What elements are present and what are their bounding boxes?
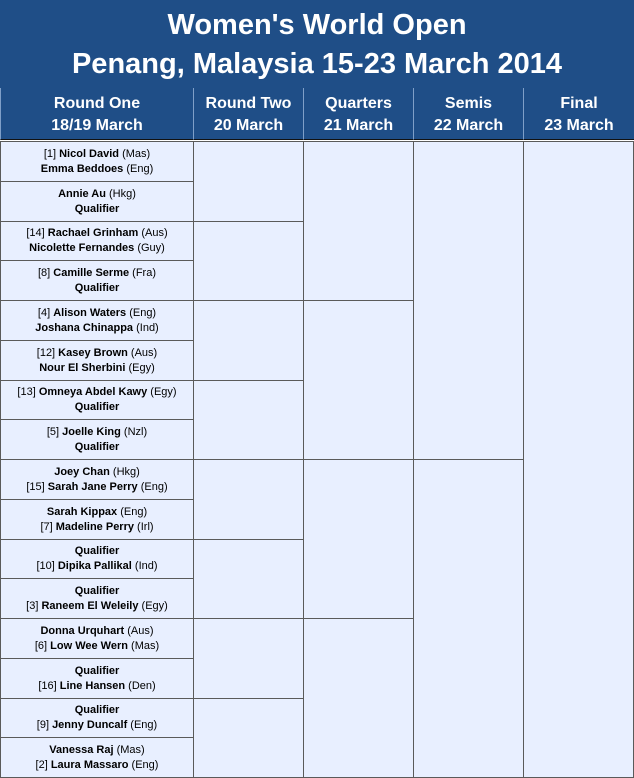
match-box — [0, 578, 194, 619]
player-name: Sarah Kippax — [46, 505, 118, 518]
result-box — [303, 618, 414, 778]
player-name: Camille Serme — [53, 266, 130, 279]
result-box — [303, 459, 414, 619]
round-one-column — [0, 141, 194, 776]
player-name: Nour El Sherbini — [39, 361, 126, 374]
player-entry — [40, 520, 153, 535]
player-seed: [9] — [36, 719, 53, 731]
match-box — [0, 181, 194, 222]
player-name: Qualifier — [74, 664, 120, 677]
final-column — [523, 141, 634, 776]
result-box — [193, 698, 304, 778]
player-name: Kasey Brown — [58, 346, 128, 359]
player-name: Dipika Pallikal — [57, 560, 132, 572]
match-box — [0, 459, 194, 500]
result-box — [193, 221, 304, 301]
result-box — [303, 300, 414, 460]
title-line-1: Women's World Open — [167, 9, 467, 41]
player-name: Qualifier — [74, 545, 120, 557]
header-round-one — [0, 88, 193, 140]
header-round-date: 23 March — [544, 117, 614, 134]
player-entry — [75, 400, 120, 415]
player-seed: [2] — [35, 758, 51, 771]
player-entry — [75, 544, 120, 559]
player-entry — [35, 321, 158, 336]
player-entry — [75, 202, 120, 217]
player-entry — [75, 584, 120, 599]
round-two-column — [193, 141, 304, 776]
player-entry — [35, 639, 159, 654]
match-box — [0, 380, 194, 420]
player-seed: [4] — [37, 306, 54, 319]
player-seed: [7] — [40, 520, 56, 533]
player-country: (Eng) — [128, 758, 159, 771]
player-name: Joshana Chinappa — [35, 321, 134, 334]
player-country: (Mas) — [119, 147, 151, 160]
player-entry — [58, 187, 136, 202]
player-country: (Den) — [125, 679, 156, 692]
player-seed: [15] — [26, 480, 48, 493]
round-header-row — [0, 88, 634, 141]
player-entry — [26, 599, 168, 614]
player-entry — [38, 266, 156, 281]
player-name: Madeline Perry — [55, 520, 134, 533]
result-box — [193, 380, 304, 460]
player-entry — [44, 147, 150, 162]
player-entry — [38, 306, 156, 321]
match-box — [0, 737, 194, 778]
player-seed: [8] — [37, 266, 54, 279]
player-country: (Aus) — [127, 346, 158, 359]
player-country: (Aus) — [124, 624, 154, 637]
player-name: Qualifier — [74, 281, 120, 294]
player-name: Laura Massaro — [50, 758, 129, 771]
player-name: Qualifier — [74, 440, 120, 453]
match-box — [0, 698, 194, 738]
result-box — [193, 618, 304, 699]
player-entry — [37, 346, 157, 361]
player-name: Vanessa Raj — [49, 743, 114, 756]
player-entry — [75, 440, 120, 455]
player-entry — [26, 480, 167, 495]
player-entry — [54, 465, 140, 480]
player-entry — [38, 679, 155, 694]
header-round-name: Quarters — [325, 95, 392, 112]
match-box — [0, 221, 194, 261]
player-name: Joelle King — [62, 425, 121, 438]
match-box — [0, 419, 194, 460]
player-entry — [75, 281, 120, 296]
player-entry — [75, 703, 120, 718]
player-seed: [16] — [38, 679, 60, 692]
semis-column — [413, 141, 524, 776]
result-box — [193, 539, 304, 619]
player-entry — [41, 162, 154, 177]
player-country: (Eng) — [123, 162, 154, 175]
player-entry — [49, 743, 144, 758]
player-seed: [3] — [26, 599, 42, 612]
player-country: (Hkg) — [105, 187, 136, 200]
result-box — [413, 459, 524, 778]
result-box — [193, 141, 304, 222]
player-country: (Mas) — [127, 639, 160, 652]
match-box — [0, 300, 194, 341]
header-round-name: Round One — [53, 95, 141, 112]
player-country: (Aus) — [138, 227, 168, 239]
player-entry — [17, 385, 176, 400]
header-round-name: Final — [560, 95, 598, 112]
match-box — [0, 340, 194, 381]
player-country: (Eng) — [127, 719, 158, 731]
player-name: Raneem El Weleily — [41, 599, 139, 612]
player-name: Nicol David — [59, 147, 120, 160]
player-name: Nicolette Fernandes — [29, 242, 135, 254]
player-name: Qualifier — [74, 704, 120, 716]
player-name: Sarah Jane Perry — [47, 480, 138, 493]
player-name: Omneya Abdel Kawy — [38, 386, 148, 398]
player-country: (Eng) — [126, 306, 157, 319]
header-quarters — [303, 88, 413, 140]
player-country: (Ind) — [131, 560, 158, 572]
header-semis — [413, 88, 523, 140]
player-entry — [40, 624, 153, 639]
player-name: Rachael Grinham — [47, 227, 139, 239]
player-country: (Egy) — [138, 599, 168, 612]
player-name: Low Wee Wern — [50, 639, 128, 652]
player-entry — [36, 559, 157, 574]
player-entry — [75, 664, 120, 679]
result-box — [303, 141, 414, 301]
player-name: Qualifier — [74, 584, 120, 597]
player-name: Donna Urquhart — [40, 624, 125, 637]
header-round-date: 21 March — [323, 117, 394, 134]
player-country: (Egy) — [147, 386, 177, 398]
player-entry — [39, 361, 155, 376]
player-country: (Egy) — [125, 361, 155, 374]
player-country: (Eng) — [137, 480, 168, 493]
player-name: Jenny Duncalf — [52, 719, 128, 731]
result-box — [413, 141, 524, 460]
player-name: Joey Chan — [54, 465, 110, 478]
player-entry — [36, 758, 159, 773]
player-country: (Nzl) — [120, 425, 148, 438]
result-box — [523, 141, 634, 778]
player-seed: [12] — [36, 346, 59, 359]
match-box — [0, 499, 194, 540]
player-entry — [29, 241, 165, 256]
header-round-date: 18/19 March — [51, 117, 143, 134]
player-country: (Ind) — [133, 321, 159, 334]
header-round-date: 20 March — [213, 117, 284, 134]
player-entry — [26, 226, 167, 241]
player-country: (Guy) — [134, 242, 165, 254]
player-seed: [5] — [46, 425, 63, 438]
player-entry — [37, 718, 157, 733]
player-seed: [6] — [34, 639, 51, 652]
header-round-name: Semis — [444, 95, 493, 112]
player-name: Emma Beddoes — [40, 162, 124, 175]
player-entry — [47, 505, 147, 520]
player-name: Alison Waters — [53, 306, 127, 319]
player-country: (Fra) — [129, 266, 156, 279]
player-name: Annie Au — [58, 187, 106, 200]
header-round-name: Round Two — [205, 95, 292, 112]
quarters-column — [303, 141, 414, 776]
player-seed: [1] — [43, 147, 60, 160]
player-country: (Mas) — [113, 743, 145, 756]
player-country: (Eng) — [117, 505, 148, 518]
player-country: (Irl) — [134, 520, 154, 533]
player-name: Qualifier — [74, 202, 120, 215]
result-box — [193, 300, 304, 381]
match-box — [0, 141, 194, 182]
player-entry — [47, 425, 147, 440]
result-box — [193, 459, 304, 540]
header-final — [523, 88, 634, 140]
match-box — [0, 539, 194, 579]
match-box — [0, 260, 194, 301]
player-country: (Hkg) — [109, 465, 140, 478]
player-seed: [10] — [36, 560, 58, 572]
player-seed: [13] — [17, 386, 39, 398]
player-seed: [14] — [26, 227, 48, 239]
header-round-two — [193, 88, 303, 140]
title-banner — [0, 0, 634, 88]
header-round-date: 22 March — [433, 117, 504, 134]
title-line-2: Penang, Malaysia 15-23 March 2014 — [71, 48, 563, 80]
bracket — [0, 141, 634, 777]
match-box — [0, 658, 194, 699]
player-name: Line Hansen — [59, 679, 126, 692]
player-name: Qualifier — [74, 401, 120, 413]
match-box — [0, 618, 194, 659]
